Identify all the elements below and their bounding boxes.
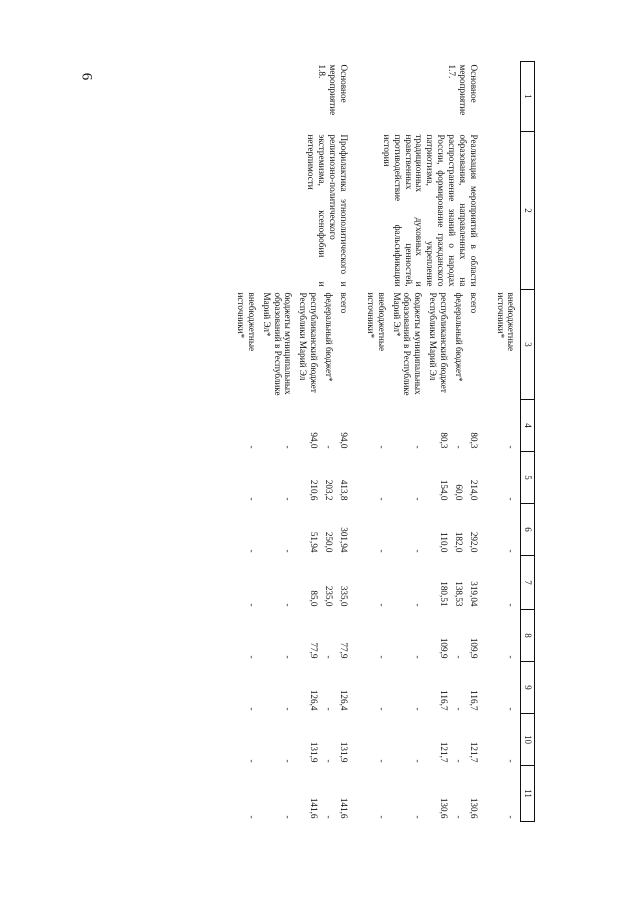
value-cell: 116,7: [438, 690, 449, 711]
value-cell: -: [506, 549, 517, 553]
value-cell: 94,0: [309, 432, 320, 449]
spacer-row: [351, 62, 363, 822]
value-cell: 80,3: [438, 432, 449, 449]
value-cell: -: [246, 655, 257, 659]
value-cell: -: [283, 497, 294, 501]
value-cell: 203,2: [324, 479, 335, 501]
value-cell: -: [413, 497, 424, 501]
value-cell: 116,7: [468, 690, 479, 711]
value-cell: -: [324, 815, 335, 819]
header-cell: 2: [521, 132, 535, 290]
value-cell: 130,6: [468, 797, 479, 819]
header-cell: 10: [521, 714, 535, 766]
funding-source: бюджеты муниципальных образований в Республике Марий Эл*: [391, 292, 424, 396]
value-cell: -: [413, 655, 424, 659]
value-cell: -: [413, 445, 424, 449]
value-cell: 109,9: [438, 637, 449, 659]
funding-source: республиканский бюджет Республики Марий Эл: [298, 292, 320, 393]
continuation-row: [493, 62, 521, 822]
rotated-page-content: [120, 61, 535, 821]
value-cell: -: [453, 445, 464, 449]
value-cell: 121,7: [438, 741, 449, 763]
header-cell: 8: [521, 610, 535, 662]
value-cell: 77,9: [309, 642, 320, 659]
budget-table: [233, 61, 535, 822]
value-cell: -: [453, 707, 464, 711]
value-cell: -: [283, 445, 294, 449]
funding-source: федеральный бюджет*: [453, 292, 464, 382]
value-cell: -: [246, 603, 257, 607]
activity-name: Реализация мероприятий в области образования, направленных на распространение знаний о народах России, формирование гражданского патриотизма, укрепление традиционных духовных и нравственных ценностей, противодействие фальсификации истории: [381, 134, 479, 287]
value-cell: -: [376, 655, 387, 659]
value-cell: -: [283, 655, 294, 659]
header-row: [521, 62, 535, 822]
value-cell: -: [324, 707, 335, 711]
table-row: [466, 62, 481, 822]
value-cell: -: [283, 815, 294, 819]
value-cell: 214,0: [468, 479, 479, 501]
value-cell: -: [246, 549, 257, 553]
value-cell: 335,0: [338, 585, 349, 607]
value-cell: 77,9: [338, 642, 349, 659]
value-cell: -: [413, 815, 424, 819]
value-cell: 121,7: [468, 741, 479, 763]
value-cell: -: [413, 603, 424, 607]
value-cell: -: [506, 655, 517, 659]
funding-source: внебюджетные источники*: [236, 292, 257, 352]
page-number: 6: [78, 72, 95, 81]
value-cell: -: [324, 655, 335, 659]
value-cell: -: [413, 759, 424, 763]
value-cell: 131,9: [309, 741, 320, 763]
value-cell: -: [506, 707, 517, 711]
activity-code: Основное мероприятие 1.7.: [446, 64, 479, 116]
header-cell: 4: [521, 400, 535, 452]
empty-cell: [493, 62, 521, 132]
value-cell: -: [376, 497, 387, 501]
value-cell: 292,0: [468, 531, 479, 553]
value-cell: 154,0: [438, 479, 449, 501]
value-cell: -: [453, 655, 464, 659]
value-cell: -: [506, 759, 517, 763]
value-cell: -: [246, 815, 257, 819]
value-cell: 210,6: [309, 479, 320, 501]
table-body: [233, 62, 534, 822]
value-cell: -: [246, 707, 257, 711]
value-cell: -: [453, 815, 464, 819]
value-cell: -: [324, 759, 335, 763]
funding-source: всего: [338, 292, 349, 314]
table-row: [336, 62, 351, 822]
value-cell: -: [246, 497, 257, 501]
value-cell: -: [283, 549, 294, 553]
value-cell: 94,0: [338, 432, 349, 449]
value-cell: -: [506, 603, 517, 607]
value-cell: -: [376, 603, 387, 607]
value-cell: -: [453, 759, 464, 763]
value-cell: -: [413, 549, 424, 553]
funding-source: всего: [468, 292, 479, 314]
funding-source: федеральный бюджет*: [324, 292, 335, 382]
value-cell: 413,8: [338, 479, 349, 501]
value-cell: -: [506, 497, 517, 501]
funding-source: бюджеты муниципальных образований в Республике Марий Эл*: [261, 292, 294, 396]
value-cell: 80,3: [468, 432, 479, 449]
value-cell: 138,53: [453, 581, 464, 607]
value-cell: 85,0: [309, 590, 320, 607]
spacer-row: [481, 62, 493, 822]
value-cell: -: [246, 759, 257, 763]
value-cell: -: [376, 707, 387, 711]
value-cell: -: [376, 549, 387, 553]
header-cell: 11: [521, 766, 535, 822]
value-cell: 319,04: [468, 581, 479, 607]
empty-cell: [493, 132, 521, 290]
header-cell: 1: [521, 62, 535, 132]
value-cell: -: [376, 445, 387, 449]
header-cell: 9: [521, 662, 535, 714]
value-cell: 180,51: [438, 581, 449, 607]
value-cell: 109,9: [468, 637, 479, 659]
value-cell: -: [283, 603, 294, 607]
value-cell: 141,6: [309, 797, 320, 819]
value-cell: -: [413, 707, 424, 711]
activity-code: Основное мероприятие 1.8.: [317, 64, 349, 116]
header-cell: 7: [521, 556, 535, 610]
value-cell: -: [324, 445, 335, 449]
value-cell: 131,9: [338, 741, 349, 763]
value-cell: -: [506, 815, 517, 819]
header-cell: 6: [521, 504, 535, 556]
value-cell: -: [283, 759, 294, 763]
value-cell: 301,94: [338, 527, 349, 553]
value-cell: -: [246, 445, 257, 449]
value-cell: 182,0: [453, 531, 464, 553]
value-cell: 51,94: [309, 531, 320, 553]
funding-source: республиканский бюджет Республики Марий Эл: [428, 292, 449, 393]
value-cell: 250,0: [324, 531, 335, 553]
source-cell: внебюджетные источники*: [495, 292, 517, 352]
value-cell: 126,4: [338, 689, 349, 711]
value-cell: 126,4: [309, 689, 320, 711]
spacer-cell: [351, 62, 363, 822]
funding-source: внебюджетные источники*: [365, 292, 387, 352]
value-cell: -: [506, 445, 517, 449]
value-cell: 235,0: [324, 585, 335, 607]
value-cell: -: [376, 815, 387, 819]
value-cell: -: [283, 707, 294, 711]
activity-name: Профилактика этнополитического и религиозно-политического экстремизма, ксенофобии и нетерпимости: [306, 134, 349, 287]
value-cell: 130,6: [438, 797, 449, 819]
value-cell: 110,0: [438, 532, 449, 553]
value-cell: 60,0: [453, 484, 464, 501]
spacer-cell: [481, 62, 493, 822]
value-cell: -: [376, 759, 387, 763]
header-cell: 3: [521, 290, 535, 400]
header-cell: 5: [521, 452, 535, 504]
value-cell: 141,6: [338, 797, 349, 819]
